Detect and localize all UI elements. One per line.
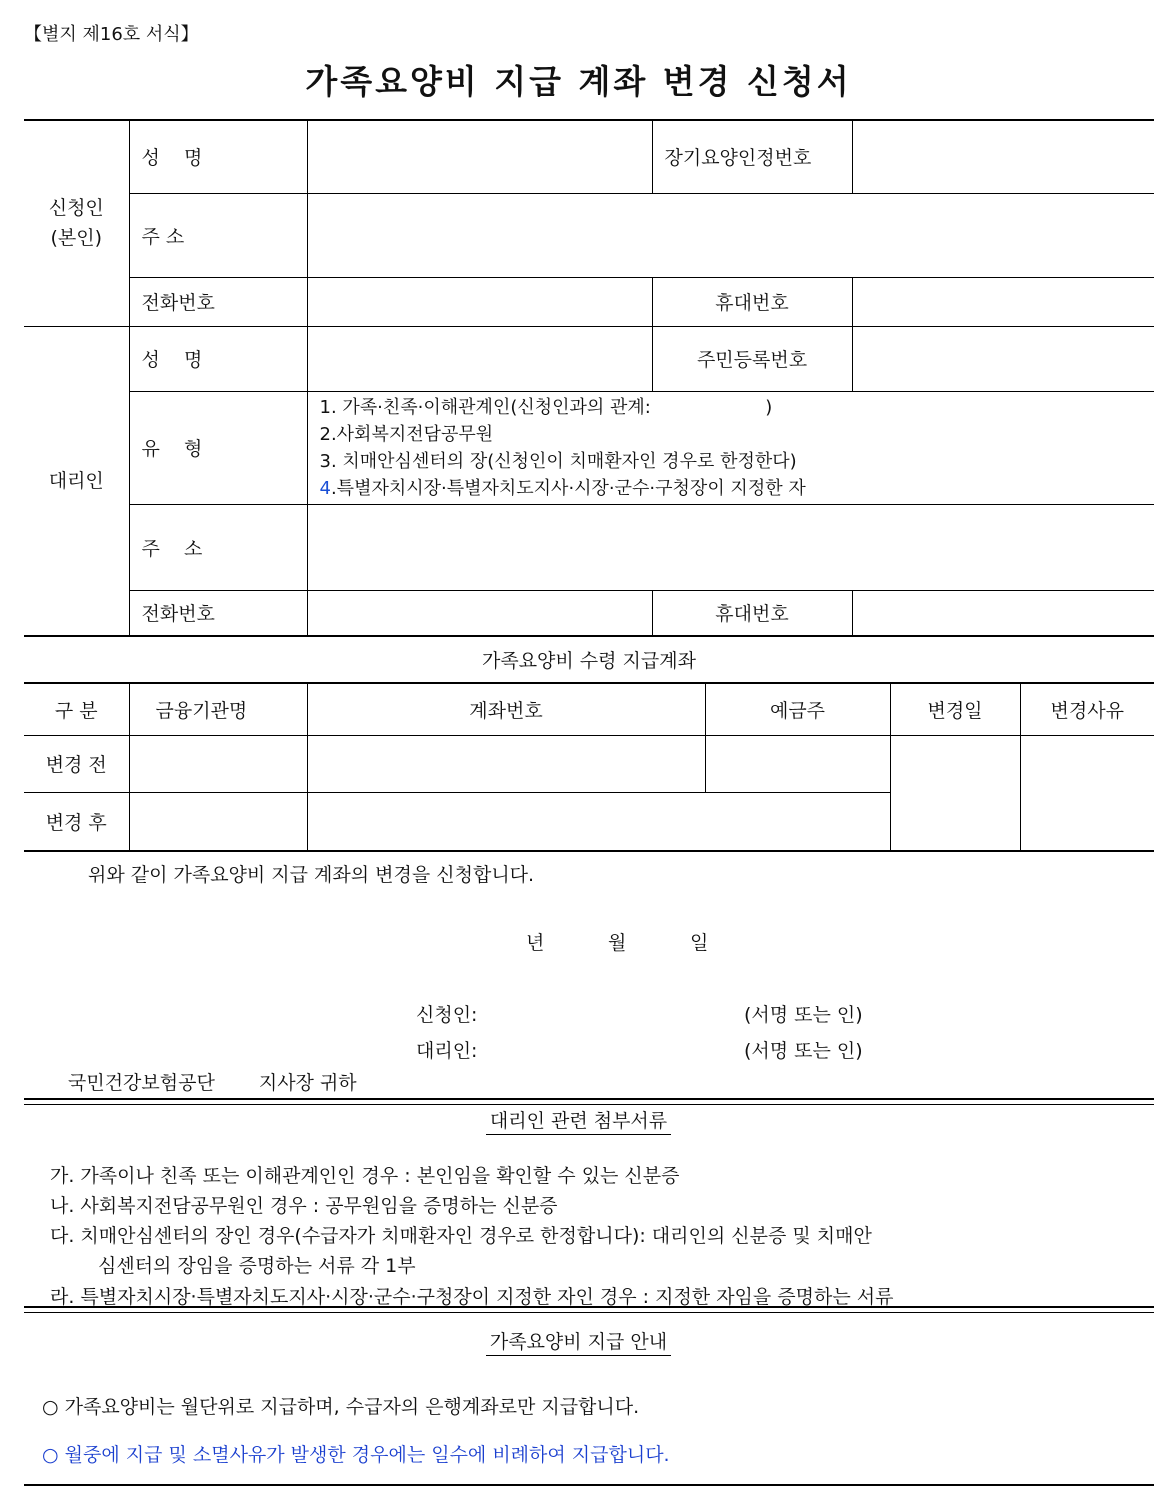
agent-type-3[interactable]: 3. 치매안심센터의 장(신청인이 치매환자인 경우로 한정한다) (319, 450, 797, 472)
agent-phone-label: 전화번호 (129, 590, 307, 636)
attachment-item-na: 나. 사회복지전담공무원인 경우 : 공무원임을 증명하는 신분증 (50, 1195, 558, 1217)
before-account-field[interactable] (307, 735, 705, 792)
row-label-before: 변경 전 (24, 735, 129, 792)
double-divider-1 (24, 1098, 1154, 1105)
applicant-group-label-1: 신청인 (48, 197, 104, 220)
agent-address-field[interactable] (307, 504, 1154, 590)
date-day-label: 일 (690, 932, 709, 954)
agent-type-label: 유 형 (129, 391, 307, 504)
payment-guide-item-1: ○ 가족요양비는 월단위로 지급하며, 수급자의 은행계좌로만 지급합니다. (42, 1396, 640, 1418)
date-year-label: 년 (526, 932, 545, 954)
after-account-field[interactable] (307, 792, 890, 851)
applicant-sign-note[interactable]: (서명 또는 인) (744, 1004, 863, 1026)
applicant-phone-field[interactable] (307, 277, 652, 326)
agent-group-label: 대리인 (24, 326, 129, 636)
account-table (24, 682, 1154, 852)
agent-mobile-label: 휴대번호 (652, 590, 852, 636)
agent-resident-no-label: 주민등록번호 (652, 326, 852, 391)
agent-sign-note[interactable]: (서명 또는 인) (744, 1040, 863, 1062)
declaration-text: 위와 같이 가족요양비 지급 계좌의 변경을 신청합니다. (88, 864, 535, 886)
form-title: 가족요양비 지급 계좌 변경 신청서 (305, 62, 852, 101)
agent-phone-field[interactable] (307, 590, 652, 636)
row-label-after: 변경 후 (24, 792, 129, 851)
agent-type-4-text: .특별자치시장·특별자치도지사·시장·군수·구청장이 지정한 자 (330, 477, 806, 499)
applicant-agent-table (24, 119, 1154, 637)
account-section-heading: 가족요양비 수령 지급계좌 (482, 650, 696, 672)
agent-mobile-field[interactable] (852, 590, 1154, 636)
date-month-label: 월 (608, 932, 627, 954)
col-header-account-no: 계좌번호 (307, 683, 705, 735)
attachment-item-ra: 라. 특별자치시장·특별자치도지사·시장·군수·구청장이 지정한 자인 경우 : 지정한 자임을 증명하는 서류 (50, 1286, 894, 1308)
payment-guide-item-2: ○ 월중에 지급 및 소멸사유가 발생한 경우에는 일수에 비례하여 지급합니다. (42, 1444, 670, 1466)
col-header-holder: 예금주 (705, 683, 890, 735)
attachment-item-da-cont: 심센터의 장임을 증명하는 서류 각 1부 (98, 1255, 416, 1277)
before-bank-field[interactable] (129, 735, 307, 792)
applicant-sign-label: 신청인: (416, 1004, 478, 1026)
change-reason-field[interactable] (1020, 735, 1154, 851)
attachments-heading: 대리인 관련 첨부서류 (0, 1106, 1157, 1133)
col-header-change-date: 변경일 (890, 683, 1020, 735)
applicant-name-field[interactable] (307, 120, 652, 193)
applicant-cert-no-field[interactable] (852, 120, 1154, 193)
form-number-label: 【별지 제16호 서식】 (24, 24, 199, 45)
agent-type-1[interactable]: 1. 가족·친족·이해관계인(신청인과의 관계: ) (319, 396, 773, 418)
agent-type-4[interactable] (320, 475, 1155, 502)
col-header-change-reason: 변경사유 (1020, 683, 1154, 735)
change-date-field[interactable] (890, 735, 1020, 851)
applicant-mobile-field[interactable] (852, 277, 1154, 326)
attachment-item-ga: 가. 가족이나 친족 또는 이해관계인인 경우 : 본인임을 확인할 수 있는 신분증 (50, 1165, 680, 1187)
col-header-bank: 금융기관명 (129, 683, 307, 735)
col-header-category: 구 분 (24, 683, 129, 735)
applicant-phone-label: 전화번호 (129, 277, 307, 326)
after-bank-field[interactable] (129, 792, 307, 851)
agent-type-2[interactable]: 2.사회복지전담공무원 (319, 423, 494, 445)
payment-guide-heading: 가족요양비 지급 안내 (0, 1327, 1157, 1354)
recipient-addressee: 지사장 귀하 (258, 1072, 357, 1094)
attachment-item-da: 다. 치매안심센터의 장인 경우(수급자가 치매환자인 경우로 한정합니다): 대리인의 신분증 및 치매안 (50, 1225, 872, 1247)
applicant-name-label: 성 명 (129, 120, 307, 193)
agent-resident-no-field[interactable] (852, 326, 1154, 391)
agent-type-4-number: 4 (319, 477, 331, 499)
recipient-line (68, 1068, 357, 1095)
applicant-group-label-2: (본인) (50, 227, 103, 250)
recipient-org: 국민건강보험공단 (68, 1072, 215, 1094)
before-holder-field[interactable] (705, 735, 890, 792)
applicant-mobile-label: 휴대번호 (652, 277, 852, 326)
agent-address-label: 주 소 (129, 504, 307, 590)
agent-name-field[interactable] (307, 326, 652, 391)
bottom-rule (24, 1484, 1154, 1486)
applicant-address-field[interactable] (307, 193, 1154, 277)
agent-type-options (307, 391, 1154, 504)
applicant-group-label (24, 120, 129, 326)
double-divider-2 (24, 1306, 1154, 1313)
agent-sign-label: 대리인: (416, 1040, 478, 1062)
applicant-address-label: 주 소 (129, 193, 307, 277)
applicant-cert-no-label: 장기요양인정번호 (652, 120, 852, 193)
agent-name-label: 성 명 (129, 326, 307, 391)
